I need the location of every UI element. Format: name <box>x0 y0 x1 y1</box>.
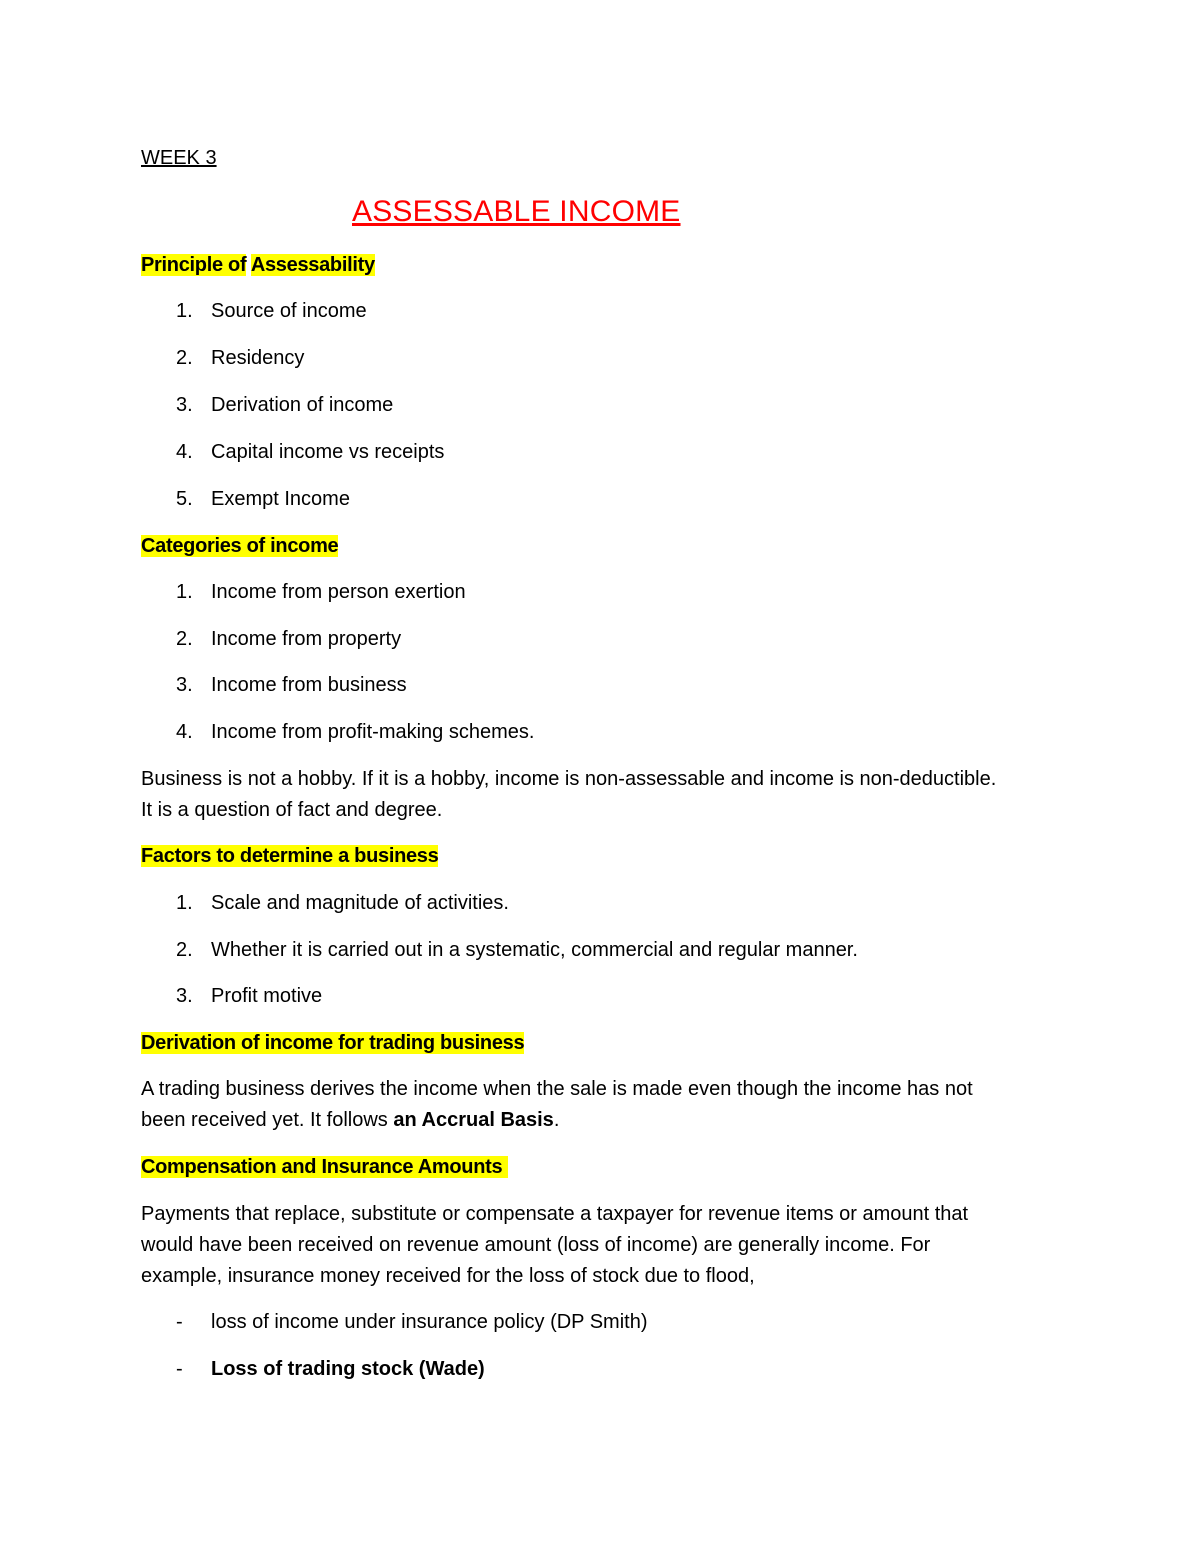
compensation-paragraph <box>141 1199 1061 1292</box>
principle-heading <box>141 251 375 279</box>
page-title: ASSESSABLE INCOME <box>352 195 681 228</box>
list-number: 5. <box>176 488 193 510</box>
compensation-line-2: would have been received on revenue amount (loss of income) are generally income. For <box>141 1234 931 1256</box>
dash-bullet: - <box>176 1358 183 1380</box>
categories-heading-text: Categories of income <box>141 535 339 557</box>
week-label: WEEK 3 <box>141 147 217 169</box>
principle-heading-part-a: Principle of <box>141 254 247 276</box>
list-item: Income from property <box>211 628 402 650</box>
derivation-line-1: A trading business derives the income when the sale is made even though the income has not <box>141 1078 973 1100</box>
bullet-item: loss of income under insurance policy (DP Smith) <box>211 1311 648 1333</box>
list-item: Source of income <box>211 300 367 322</box>
dash-bullet: - <box>176 1311 183 1333</box>
derivation-line-2 <box>141 1105 1061 1136</box>
principle-heading-part-b: Assessability <box>250 254 375 276</box>
derivation-paragraph <box>141 1074 1061 1136</box>
list-item: Income from person exertion <box>211 581 466 603</box>
derivation-line-2-start: been received yet. It follows <box>141 1109 394 1131</box>
list-item: Income from profit-making schemes. <box>211 721 535 743</box>
categories-heading <box>141 532 338 560</box>
list-item: Residency <box>211 347 305 369</box>
accrual-basis-text: an Accrual Basis <box>393 1109 554 1131</box>
list-item: Exempt Income <box>211 488 350 510</box>
list-number: 2. <box>176 939 193 961</box>
list-number: 4. <box>176 721 193 743</box>
bullet-item: Loss of trading stock (Wade) <box>211 1358 485 1380</box>
list-number: 2. <box>176 628 193 650</box>
compensation-line-1: Payments that replace, substitute or compensate a taxpayer for revenue items or amount that <box>141 1203 969 1225</box>
list-item: Capital income vs receipts <box>211 441 445 463</box>
list-number: 2. <box>176 347 193 369</box>
compensation-heading <box>141 1153 508 1181</box>
list-item: Income from business <box>211 674 407 696</box>
list-item: Whether it is carried out in a systematic, commercial and regular manner. <box>211 939 858 961</box>
list-number: 3. <box>176 985 193 1007</box>
compensation-line-3: example, insurance money received for the loss of stock due to flood, <box>141 1265 755 1287</box>
list-number: 1. <box>176 300 193 322</box>
list-item: Scale and magnitude of activities. <box>211 892 509 914</box>
hobby-line-1: Business is not a hobby. If it is a hobby, income is non-assessable and income is non-deductible. <box>141 768 997 790</box>
hobby-paragraph <box>141 764 1061 826</box>
list-number: 1. <box>176 581 193 603</box>
list-number: 4. <box>176 441 193 463</box>
factors-heading-text: Factors to determine a business <box>141 845 439 867</box>
factors-heading <box>141 842 438 870</box>
derivation-heading <box>141 1029 524 1057</box>
list-number: 3. <box>176 394 193 416</box>
list-number: 1. <box>176 892 193 914</box>
derivation-line-2-end: . <box>553 1109 560 1131</box>
compensation-heading-text: Compensation and Insurance Amounts <box>141 1156 508 1178</box>
hobby-line-2: It is a question of fact and degree. <box>141 799 443 821</box>
list-item: Profit motive <box>211 985 323 1007</box>
list-item: Derivation of income <box>211 394 394 416</box>
list-number: 3. <box>176 674 193 696</box>
derivation-heading-text: Derivation of income for trading business <box>141 1032 525 1054</box>
